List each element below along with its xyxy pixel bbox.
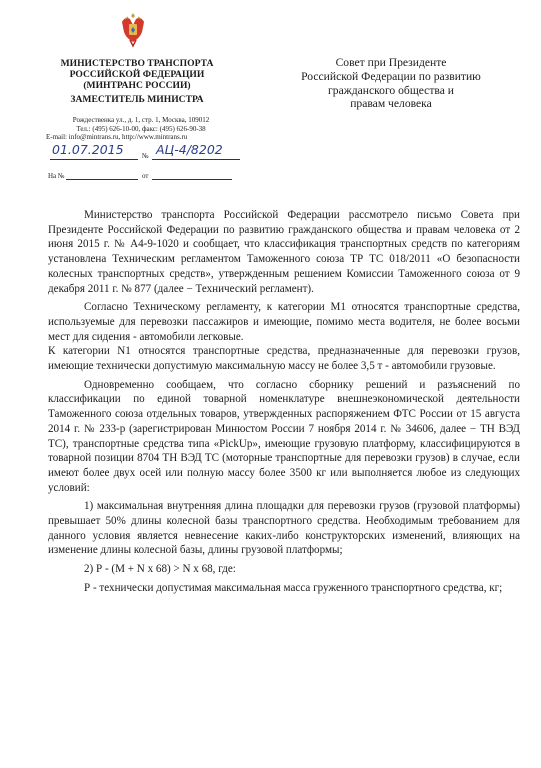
addressee-block [276,56,506,111]
phone-text: Тел.: (495) 626-10-00, факс: (495) 626-90-38 [76,124,206,133]
body-paragraph: Р - технически допустимая максимальная масса груженного транспортного средства, кг; [84,581,503,594]
contact-info [46,116,236,142]
body-paragraph: Министерство транспорта Российской Федерации рассмотрело письмо Совета при Президенте Российской Федерации по развитию гражданского общества и правам человека от 2 июня 2015 г. № А4-9-1020 и сообщает, что классификация транспортных средств по категориям установлена Техническим регламентом Таможенного союза ТР ТС 018/2011 «О безопасности колесных транспортных средств», утвержденным решением Комиссии Таможенного союза от 9 декабря 2011 г. № 877 (далее − Технический регламент). [48,209,520,295]
address-text: Рождественка ул., д. 1, стр. 1, Москва, 109012 [72,116,210,124]
organization-header [44,58,230,105]
org-name-line: МИНИСТЕРСТВО ТРАНСПОРТА [60,58,214,69]
reference-label: На № [48,172,65,180]
addressee-line: гражданского общества и [328,83,454,97]
letter-body [48,208,520,600]
addressee-line: Российской Федерации по развитию [301,69,481,83]
reference-date-underline [152,179,232,180]
signatory-title: ЗАМЕСТИТЕЛЬ МИНИСТРА [70,94,204,105]
body-paragraph: 1) максимальная внутренняя длина площадки для перевозки грузов (грузовой платформы) превышает 50% длины колесной базы транспортного средства. Необходимым требованием для данного условия является невнесение каких-либо конструкторских изменений, влияющих на изменение длины колесной базы, длины грузовой платформы; [48,500,520,557]
email-text: E-mail: info@mintrans.ru, http://www.mintrans.ru [46,133,188,142]
reference-underline [66,179,138,180]
date-underline [50,159,138,160]
handwritten-date: 01.07.2015 [52,142,124,157]
org-name-line: (МИНТРАНС РОССИИ) [83,80,191,91]
body-paragraph: К категории N1 относятся транспортные средства, предназначенные для перевозки грузов, имеющие технически допустимую максимальную массу не более 3,5 т - автомобили грузовые. [48,345,520,373]
number-label: № [142,152,149,160]
org-name-line: РОССИЙСКОЙ ФЕДЕРАЦИИ [69,69,205,80]
coat-of-arms-emblem [118,10,148,50]
body-paragraph: Одновременно сообщаем, что согласно сборнику решений и разъяснений по классификации по единой товарной номенклатуре внешнеэкономической деятельности Таможенного союза отдельных товаров, утвержденных распоряжением ФТС России от 15 августа 2014 г. № 233-р (зарегистрирован Минюстом России 7 ноября 2014 г. № 34606, далее − ТН ВЭД ТС), транспортные средства типа «PickUp», имеющие грузовую платформу, классифицируются в товарной позиции 8704 ТН ВЭД ТС (моторные транспортные для перевозки грузов) в случае, если имеют более двух осей или полную массу более 3500 кг или выполняется любое из следующих условий: [48,378,520,494]
addressee-line: правам человека [350,97,432,111]
body-paragraph: Согласно Техническому регламенту, к категории М1 относятся транспортные средства, используемые для перевозки пассажиров и имеющие, помимо места водителя, не более восьми мест для сидения - автомобили легковые. [48,301,520,343]
addressee-line: Совет при Президенте [335,56,447,69]
number-underline [152,159,240,160]
body-paragraph: 2) Р - (М + N х 68) > N х 68, где: [84,563,236,576]
handwritten-number: АЦ-4/8202 [156,142,223,157]
reference-from-label: от [142,172,149,180]
